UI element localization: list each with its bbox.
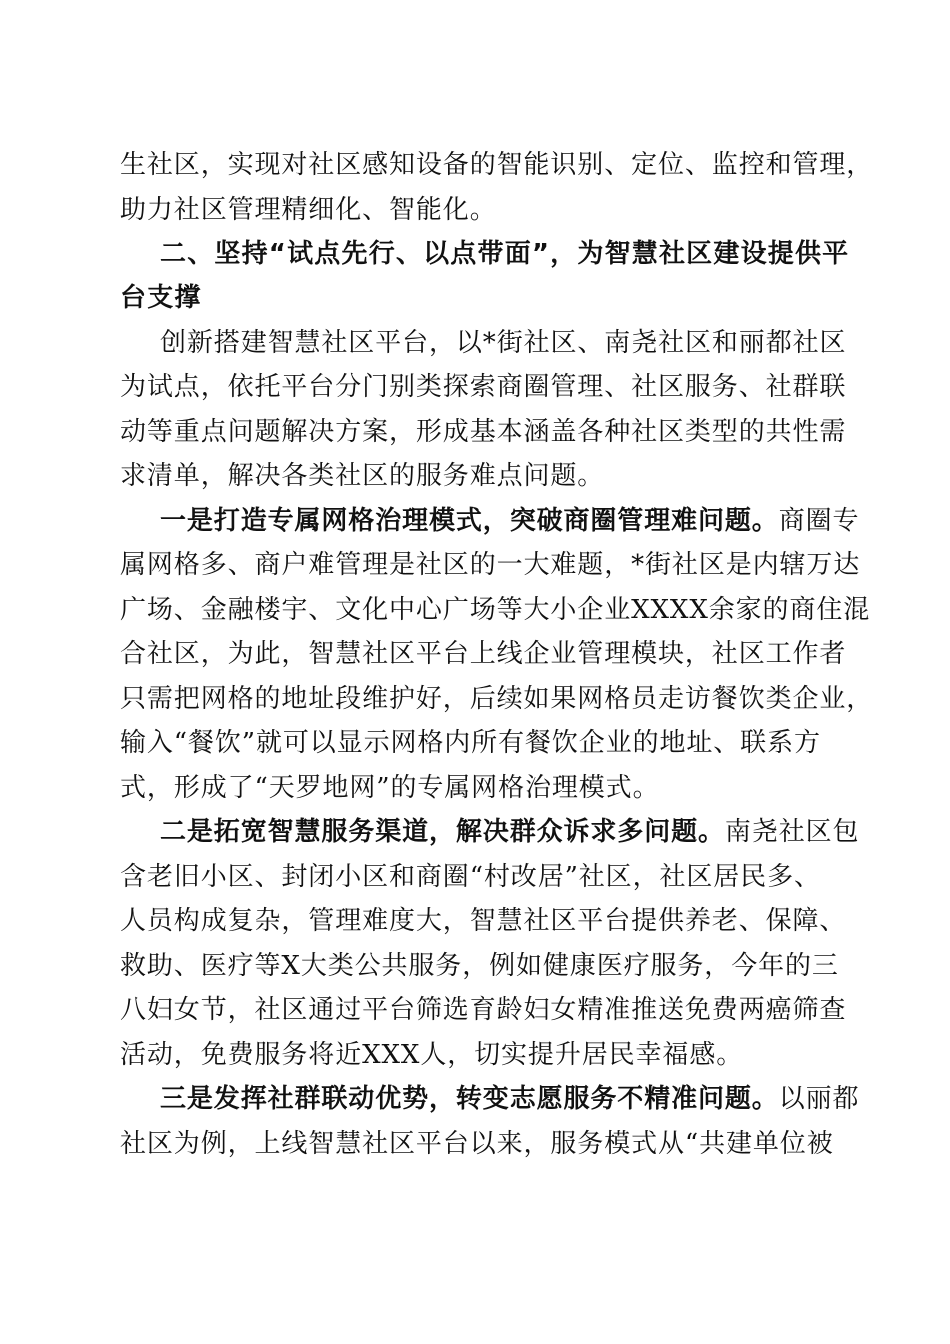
- text-line: 输入“餐饮”就可以显示网格内所有餐饮企业的地址、联系方: [120, 728, 821, 758]
- text-line: 式，形成了“天罗地网”的专属网格治理模式。: [120, 773, 660, 803]
- text-line: 助力社区管理精细化、智能化。: [120, 195, 497, 225]
- paragraph-lead-line: [160, 1079, 860, 1119]
- text-line: 生社区，实现对社区感知设备的智能识别、定位、监控和管理，: [120, 150, 874, 180]
- text-line: 社区为例，上线智慧社区平台以来，服务模式从“共建单位被: [120, 1129, 834, 1159]
- section-heading: 二、坚持“试点先行、以点带面”，为智慧社区建设提供平: [160, 239, 850, 269]
- text-line: 人员构成复杂，管理难度大，智慧社区平台提供养老、保障、: [120, 906, 847, 936]
- text-line: 广场、金融楼宇、文化中心广场等大小企业XXXX余家的商住混: [120, 595, 871, 625]
- text-line: 八妇女节，社区通过平台筛选育龄妇女精准推送免费两癌筛查: [120, 995, 847, 1025]
- text-line: 合社区，为此，智慧社区平台上线企业管理模块，社区工作者: [120, 639, 847, 669]
- text-line: 含老旧小区、封闭小区和商圈“村改居”社区，社区居民多、: [120, 862, 821, 892]
- text-line: 动等重点问题解决方案，形成基本涵盖各种社区类型的共性需: [120, 417, 847, 447]
- text-line: 属网格多、商户难管理是社区的一大难题，*街社区是内辖万达: [120, 550, 861, 580]
- text-line: 求清单，解决各类社区的服务难点问题。: [120, 461, 605, 491]
- text-span: 商圈专: [778, 506, 860, 536]
- lead-sentence: 一是打造专属网格治理模式，突破商圈管理难问题。: [160, 506, 779, 536]
- text-line: 救助、医疗等X大类公共服务，例如健康医疗服务，今年的三: [120, 951, 839, 981]
- text-line: 只需把网格的地址段维护好，后续如果网格员走访餐饮类企业，: [120, 684, 874, 714]
- text-line: 创新搭建智慧社区平台，以*街社区、南尧社区和丽都社区: [160, 328, 847, 358]
- lead-sentence: 三是发挥社群联动优势，转变志愿服务不精准问题。: [160, 1084, 779, 1114]
- text-span: 南尧社区包: [724, 817, 860, 847]
- text-line: 活动，免费服务将近XXX人，切实提升居民幸福感。: [120, 1040, 744, 1070]
- text-span: 以丽都: [778, 1084, 860, 1114]
- paragraph-lead-line: [160, 812, 860, 852]
- section-heading: 台支撑: [120, 283, 202, 313]
- paragraph-lead-line: [160, 501, 860, 541]
- lead-sentence: 二是拓宽智慧服务渠道，解决群众诉求多问题。: [160, 817, 725, 847]
- text-line: 为试点，依托平台分门别类探索商圈管理、社区服务、社群联: [120, 372, 847, 402]
